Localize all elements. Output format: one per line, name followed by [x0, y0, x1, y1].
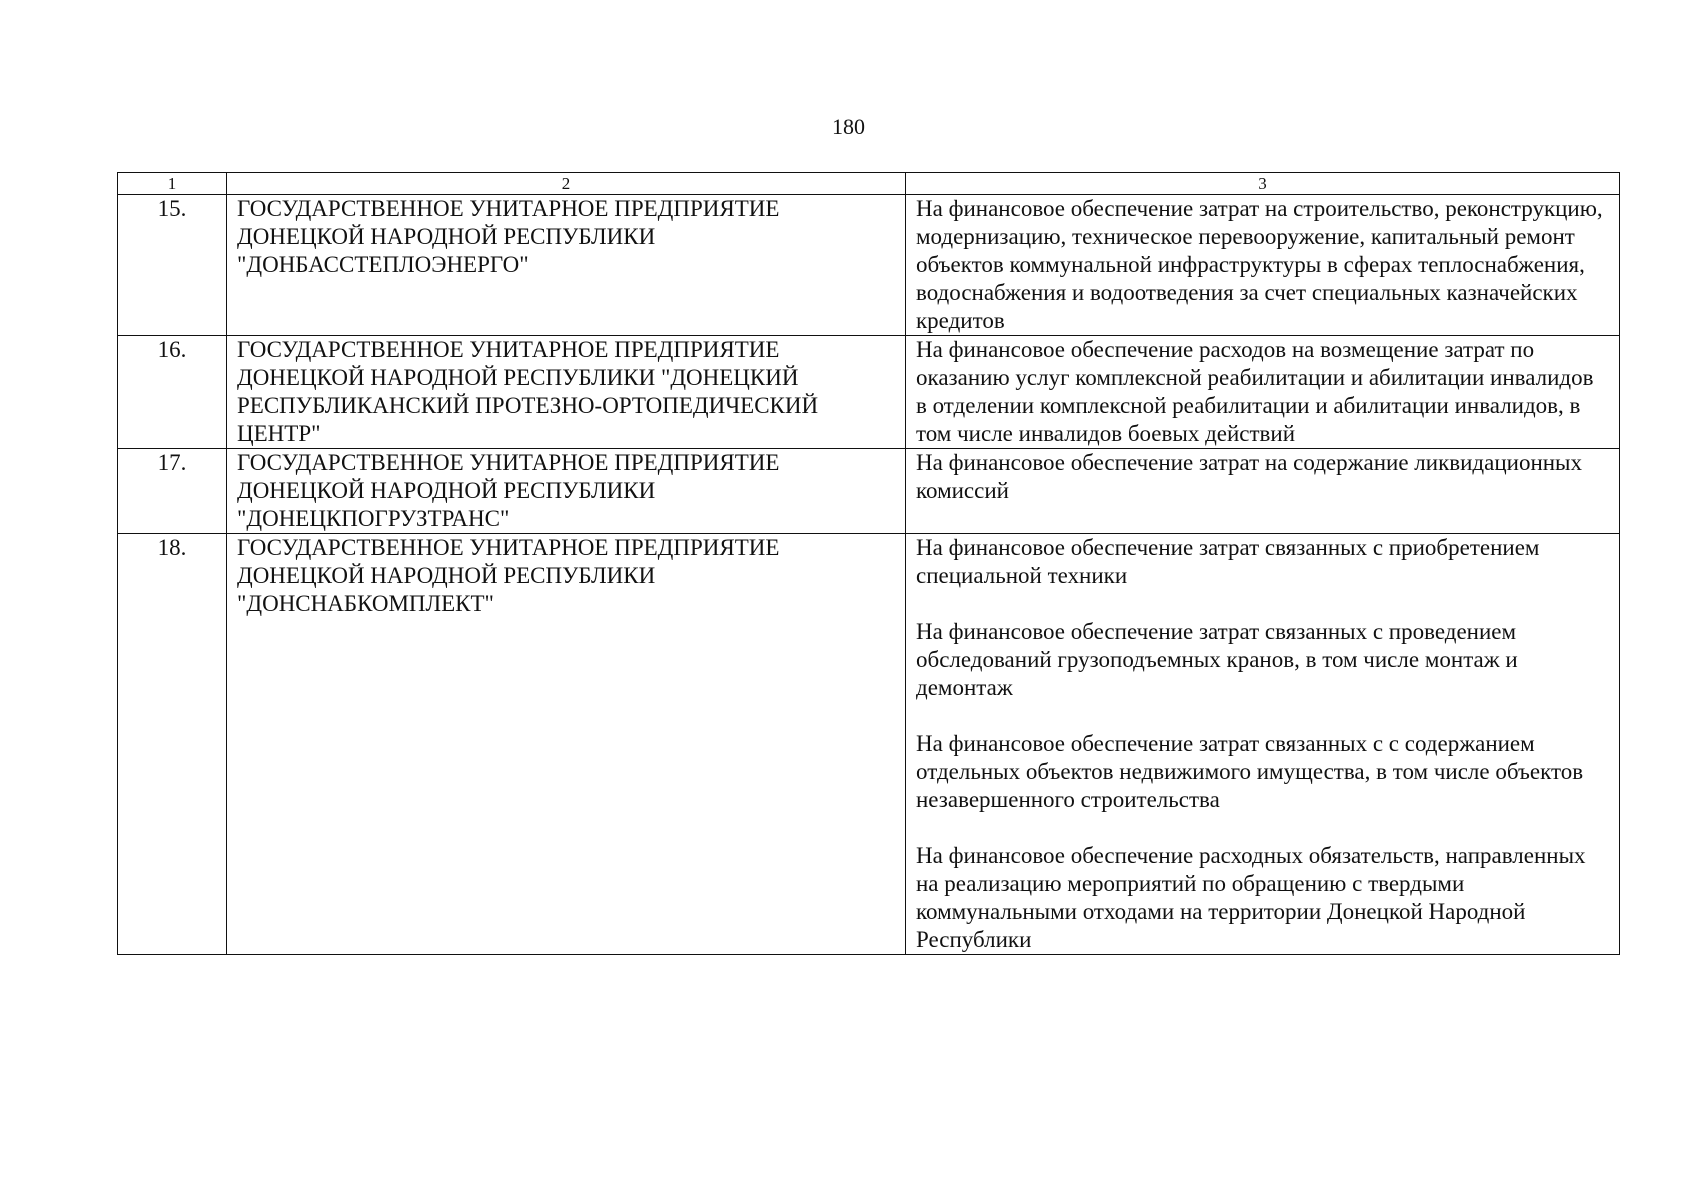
- purpose-cell: [906, 195, 1620, 336]
- column-header: 3: [906, 173, 1620, 195]
- purpose-cell: [906, 449, 1620, 534]
- table-row: [118, 449, 1620, 534]
- purpose-cell: [906, 534, 1620, 955]
- purpose-text: На финансовое обеспечение затрат на содержание ликвидационных комиссий: [916, 450, 1583, 503]
- row-number: 17.: [118, 449, 227, 534]
- purpose-text: На финансовое обеспечение расходов на возмещение затрат по оказанию услуг комплексной реабилитации и абилитации инвалидов в отделении комплексной реабилитации и абилитации инвалидов, в том числе инвалидов боевых действий: [916, 337, 1594, 446]
- document-table: [117, 172, 1620, 955]
- table-row: [118, 534, 1620, 955]
- organization-name: ГОСУДАРСТВЕННОЕ УНИТАРНОЕ ПРЕДПРИЯТИЕ ДОНЕЦКОЙ НАРОДНОЙ РЕСПУБЛИКИ "ДОНБАССТЕПЛОЭНЕРГО": [227, 195, 906, 336]
- page-number: 180: [832, 114, 865, 139]
- table-row: [118, 195, 1620, 336]
- row-number: 18.: [118, 534, 227, 955]
- purpose-text: На финансовое обеспечение затрат на строительство, реконструкцию, модернизацию, техническое перевооружение, капитальный ремонт объектов коммунальной инфраструктуры в сферах теплоснабжения, водоснабжения и водоотведения за счет специальных казначейских кредитов: [916, 196, 1603, 333]
- row-number: 16.: [118, 336, 227, 449]
- organization-name: ГОСУДАРСТВЕННОЕ УНИТАРНОЕ ПРЕДПРИЯТИЕ ДОНЕЦКОЙ НАРОДНОЙ РЕСПУБЛИКИ "ДОНСНАБКОМПЛЕКТ": [227, 534, 906, 955]
- purpose-cell: [906, 336, 1620, 449]
- purpose-text: На финансовое обеспечение затрат связанных с проведением обследований грузоподъемных кранов, в том числе монтаж и демонтаж: [916, 619, 1518, 700]
- organization-name: ГОСУДАРСТВЕННОЕ УНИТАРНОЕ ПРЕДПРИЯТИЕ ДОНЕЦКОЙ НАРОДНОЙ РЕСПУБЛИКИ "ДОНЕЦКПОГРУЗТРАНС": [227, 449, 906, 534]
- table-row: [118, 336, 1620, 449]
- purpose-text: На финансовое обеспечение затрат связанных с приобретением специальной техники: [916, 535, 1540, 588]
- column-header: 1: [118, 173, 227, 195]
- purpose-text: На финансовое обеспечение затрат связанных с с содержанием отдельных объектов недвижимого имущества, в том числе объектов незавершенного строительства: [916, 731, 1584, 812]
- purpose-text: На финансовое обеспечение расходных обязательств, направленных на реализацию мероприятий по обращению с твердыми коммунальными отходами на территории Донецкой Народной Республики: [916, 843, 1586, 952]
- organization-name: ГОСУДАРСТВЕННОЕ УНИТАРНОЕ ПРЕДПРИЯТИЕ ДОНЕЦКОЙ НАРОДНОЙ РЕСПУБЛИКИ "ДОНЕЦКИЙ РЕСПУБЛИКАНСКИЙ ПРОТЕЗНО-ОРТОПЕДИЧЕСКИЙ ЦЕНТР": [227, 336, 906, 449]
- column-header: 2: [227, 173, 906, 195]
- row-number: 15.: [118, 195, 227, 336]
- table-header-row: [118, 173, 1620, 195]
